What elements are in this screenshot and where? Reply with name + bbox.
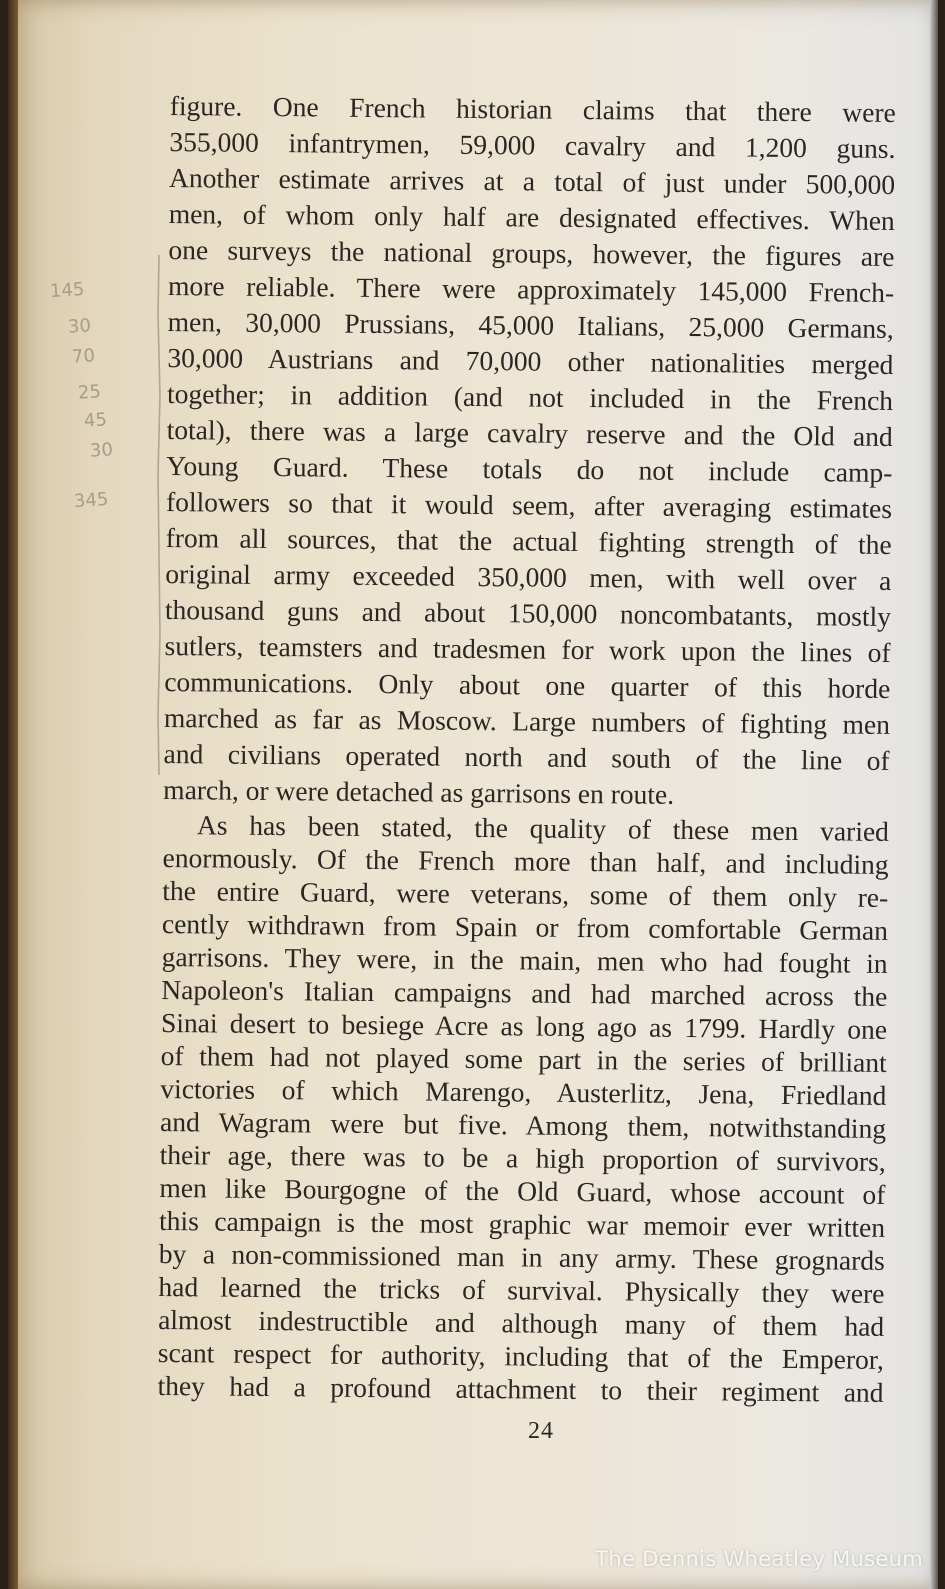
text-line: marched as far as Moscow. Large numbers of fighting men [163,701,891,740]
text-line: original army exceeded 350,000 men, with well over a [165,557,892,596]
text-line: figure. One French historian claims that there were [169,89,896,128]
text-line: the entire Guard, were veterans, some of them only re- [162,874,889,913]
paragraph-2 [157,808,889,1409]
margin-note: 145 [49,278,86,303]
paragraph-1 [163,88,896,815]
text-line: Another estimate arrives at a total of just under 500,000 [168,161,896,200]
text-line: cently withdrawn from Spain or from comfortable German [161,907,889,946]
text-line: total), there was a large cavalry reserve and the Old and [166,413,893,452]
margin-note: 45 [83,409,108,432]
text-line: men, of whom only half are designated effectives. When [168,197,895,236]
margin-note: 30 [67,315,92,338]
margin-note: 345 [73,488,110,513]
text-line: march, or were detached as garrisons en route. [163,773,675,810]
text-line: Young Guard. These totals do not include camp- [166,449,893,488]
page-text [157,88,896,1409]
handwritten-margin-notes [48,278,158,548]
page-edge [930,0,938,1589]
text-line: of them had not played some part in the series of brilliant [160,1039,887,1078]
text-line: together; in addition (and not included in the French [166,377,894,416]
book-gutter-shadow [8,0,18,1589]
text-line: Sinai desert to besiege Acre as long ago as 1799. Hardly one [160,1006,888,1045]
text-line: enormously. Of the French more than half, and including [162,841,889,880]
text-line: from all sources, that the actual fighting strength of the [165,521,892,560]
book-page [8,0,938,1589]
margin-note: 70 [71,345,96,368]
text-line: by a non-commissioned man in any army. These grognards [158,1237,885,1276]
text-line: followers so that it would seem, after averaging estimates [165,485,893,524]
margin-note: 25 [77,381,102,404]
text-line: and civilians operated north and south of the line of [163,737,890,776]
text-line: victories of which Marengo, Austerlitz, Jena, Friedland [160,1072,887,1111]
page-number: 24 [528,1418,554,1444]
text-line: men like Bourgogne of the Old Guard, whose account of [159,1171,886,1210]
text-line: 355,000 infantrymen, 59,000 cavalry and 1,200 guns. [169,125,896,164]
text-line: communications. Only about one quarter of this horde [164,665,891,704]
text-line: this campaign is the most graphic war memoir ever written [158,1204,886,1243]
text-line: thousand guns and about 150,000 noncombatants, mostly [164,593,892,632]
text-line: sutlers, teamsters and tradesmen for work upon the lines of [164,629,891,668]
watermark: The Dennis Wheatley Museum [595,1547,923,1571]
text-line: had learned the tricks of survival. Physically they were [158,1270,885,1309]
text-line: more reliable. There were approximately 145,000 French- [167,269,895,308]
text-line: scant respect for authority, including that of the Emperor, [157,1336,884,1375]
text-line: Napoleon's Italian campaigns and had marched across the [161,973,888,1012]
text-line: their age, there was to be a high proportion of survivors, [159,1138,886,1177]
margin-note: 30 [89,439,114,462]
text-line: and Wagram were but five. Among them, notwithstanding [159,1105,887,1144]
text-line: they had a profound attachment to their regiment and [157,1369,884,1408]
text-line: men, 30,000 Prussians, 45,000 Italians, 25,000 Germans, [167,305,894,344]
text-line: As has been stated, the quality of these men varied [196,809,890,847]
text-line: one surveys the national groups, however, the figures are [168,233,895,272]
text-line: almost indestructible and although many of them had [158,1303,885,1342]
text-line: garrisons. They were, in the main, men who had fought in [161,940,888,979]
text-line: 30,000 Austrians and 70,000 other nationalities merged [167,341,894,380]
